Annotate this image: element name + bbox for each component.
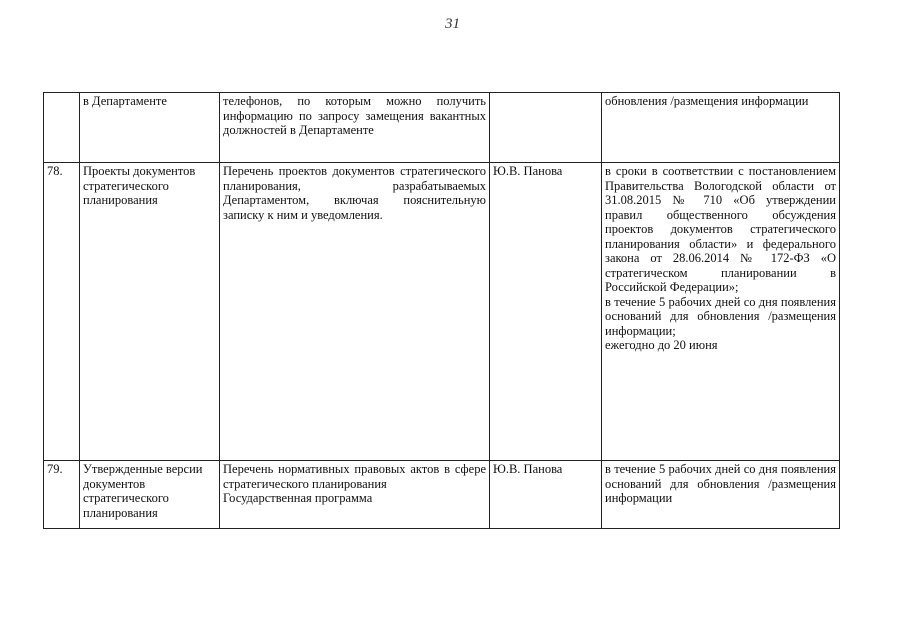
- terms-cell: [602, 93, 840, 163]
- terms-cell: [602, 163, 840, 461]
- content-cell: Перечень проектов документов стратегического планирования, разрабатываемых Департаментом, включая пояснительную записку к ним и уведомления.: [220, 163, 490, 461]
- table-row: [44, 93, 840, 163]
- responsible-cell: [490, 93, 602, 163]
- document-table: [43, 92, 840, 529]
- terms-text: в течение 5 рабочих дней со дня появления оснований для обновления /размещения информации;: [605, 294, 836, 338]
- item-name-cell: Утвержденные версии документов стратегического планирования: [80, 461, 220, 529]
- content-cell: Перечень нормативных правовых актов в сфере стратегического планирования Государственная программа: [220, 461, 490, 529]
- row-number-cell: 79.: [44, 461, 80, 529]
- terms-text: ежегодно до 20 июня: [605, 338, 718, 352]
- terms-text: в течение 5 рабочих дней со дня появления оснований для обновления /размещения информации: [605, 462, 836, 505]
- responsible-cell: Ю.В. Панова: [490, 163, 602, 461]
- responsible-cell: Ю.В. Панова: [490, 461, 602, 529]
- terms-text: в сроки в соответствии с постановлением Правительства Вологодской области от 31.08.2015 № 710 «Об утверждении правил общественного обсуждения проектов документов стратегического планирования области» и федерального закона от 28.06.2014 № 172-ФЗ «О стратегическом планировании в Российской Федерации»;: [605, 164, 836, 294]
- page-number: 31: [445, 16, 460, 32]
- table-row: [44, 163, 840, 461]
- row-number-cell: [44, 93, 80, 163]
- content-cell: телефонов, по которым можно получить информацию по запросу замещения вакантных должностей в Департаменте: [220, 93, 490, 163]
- row-number-cell: 78.: [44, 163, 80, 461]
- item-name-cell: Проекты документов стратегического планирования: [80, 163, 220, 461]
- table-row: [44, 461, 840, 529]
- terms-cell: [602, 461, 840, 529]
- item-name-cell: в Департаменте: [80, 93, 220, 163]
- terms-text: обновления /размещения информации: [605, 94, 809, 108]
